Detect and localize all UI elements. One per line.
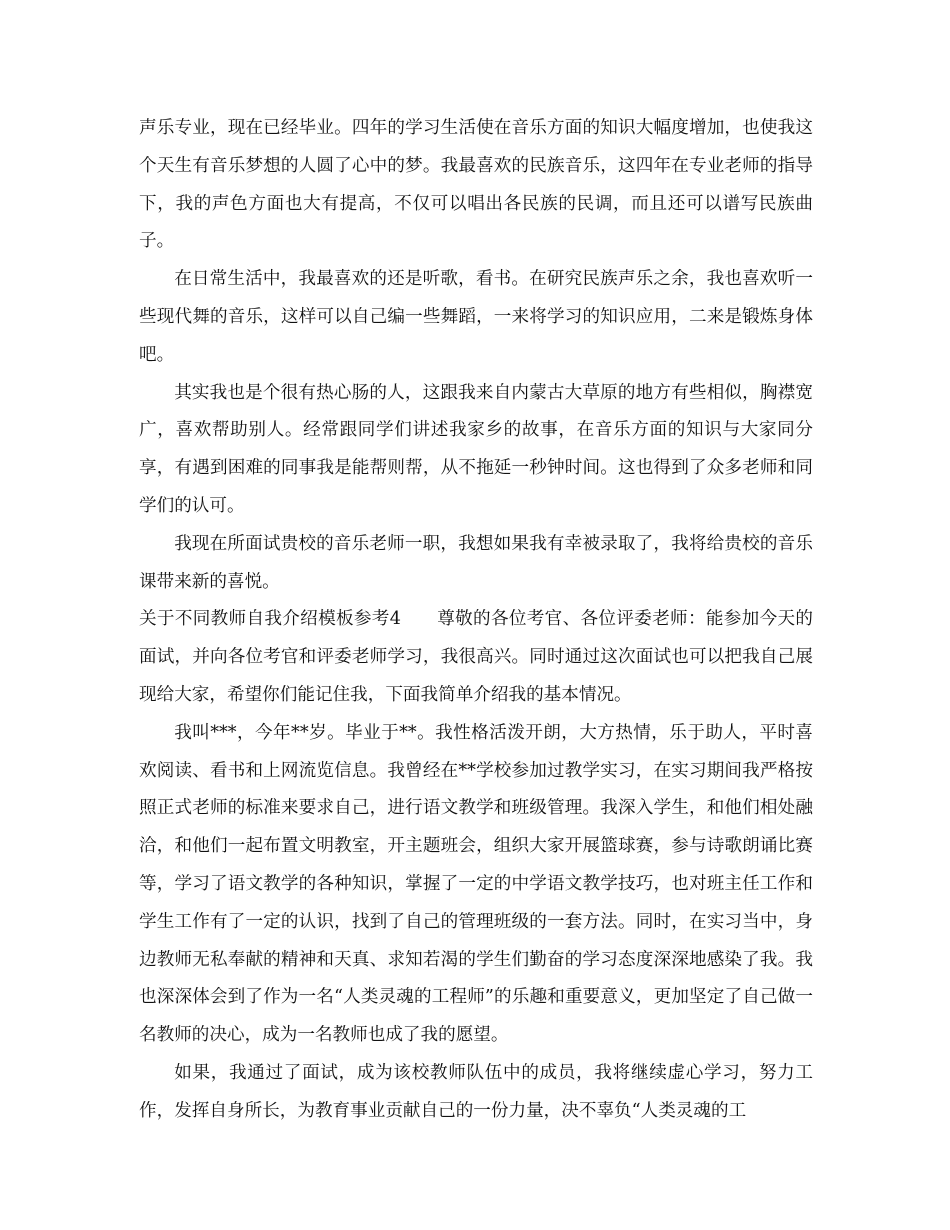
section-intro: 尊敬的各位考官、各位评委老师：能参加今天的面试，并向各位考官和评委老师学习，我很高兴。同时通过这次面试也可以把我自己展现给大家，希望你们能记住我，下面我简单介绍我的基本情况。 [139,609,813,705]
paragraph-4: 我现在所面试贵校的音乐老师一职，我想如果我有幸被录取了，我将给贵校的音乐课带来新的喜悦。 [139,533,813,592]
paragraph-3: 其实我也是个很有热心肠的人，这跟我来自内蒙古大草原的地方有些相似，胸襟宽广，喜欢帮助别人。经常跟同学们讲述我家乡的故事，在音乐方面的知识与大家同分享，有遇到困难的同事我是能帮则帮，从不拖延一秒钟时间。这也得到了众多老师和同学们的认可。 [139,382,813,516]
paragraph-1: 声乐专业，现在已经毕业。四年的学习生活使在音乐方面的知识大幅度增加，也使我这个天生有音乐梦想的人圆了心中的梦。我最喜欢的民族音乐，这四年在专业老师的指导下，我的声色方面也大有提高，不仅可以唱出各民族的民调，而且还可以谱写民族曲子。 [139,118,813,252]
section-paragraph [139,601,813,714]
paragraph-6: 如果，我通过了面试，成为该校教师队伍中的成员，我将继续虚心学习，努力工作，发挥自身所长，为教育事业贡献自己的一份力量，决不辜负“人类灵魂的工 [139,1062,813,1121]
paragraph-2: 在日常生活中，我最喜欢的还是听歌，看书。在研究民族声乐之余，我也喜欢听一些现代舞的音乐，这样可以自己编一些舞蹈，一来将学习的知识应用，二来是锻炼身体吧。 [139,269,813,365]
paragraph-5: 我叫***，今年**岁。毕业于**。我性格活泼开朗，大方热情，乐于助人，平时喜欢阅读、看书和上网流览信息。我曾经在**学校参加过教学实习，在实习期间我严格按照正式老师的标准来要求自己，进行语文教学和班级管理。我深入学生，和他们相处融洽，和他们一起布置文明教室，开主题班会，组织大家开展篮球赛，参与诗歌朗诵比赛等，学习了语文教学的各种知识，掌握了一定的中学语文教学技巧，也对班主任工作和学生工作有了一定的认识，找到了自己的管理班级的一套方法。同时，在实习当中，身边教师无私奉献的精神和天真、求知若渴的学生们勤奋的学习态度深深地感染了我。我也深深体会到了作为一名“人类灵魂的工程师”的乐趣和重要意义，更加坚定了自己做一名教师的决心，成为一名教师也成了我的愿望。 [139,722,813,1046]
document-body [139,110,813,1131]
section-title: 关于不同教师自我介绍模板参考4 [139,609,401,630]
